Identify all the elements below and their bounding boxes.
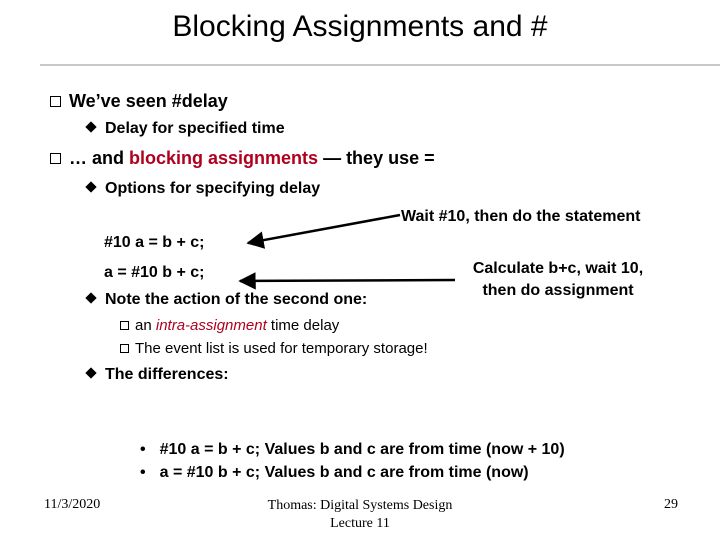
bullet-differences-text: The differences: [105, 366, 229, 383]
bullet-note [87, 291, 367, 309]
difference-item-1-text: #10 a = b + c; Values b and c are from time (now + 10) [159, 441, 565, 458]
difference-item-1 [140, 441, 565, 459]
diamond-bullet-icon [85, 292, 96, 303]
footer-date: 11/3/2020 [44, 497, 101, 512]
bullet-delay-for-text: Delay for specified time [105, 120, 285, 137]
dot-bullet-icon: • [140, 464, 146, 481]
code-line-delay-before: #10 a = b + c; [104, 234, 205, 251]
bullet-blocking-prefix: … and [69, 148, 130, 168]
intra-assignment-term: intra-assignment [155, 317, 267, 334]
bullet-options-text: Options for specifying delay [105, 180, 321, 197]
annotation-calculate-line1: Calculate b+c, wait 10, [472, 260, 644, 277]
bullet-intra-assignment [120, 317, 339, 334]
intra-suffix: time delay [266, 317, 340, 334]
bullet-seen-delay-text: We’ve seen #delay [69, 91, 228, 111]
footer-page-number: 29 [664, 497, 678, 512]
code-line-intra-delay: a = #10 b + c; [104, 264, 205, 281]
difference-item-2-text: a = #10 b + c; Values b and c are from time (now) [159, 464, 529, 481]
difference-item-2 [140, 464, 529, 482]
blocking-assignments-term: blocking assignments [129, 148, 319, 168]
intra-prefix: an [135, 317, 156, 334]
bullet-event-list [120, 340, 428, 357]
arrow-to-line2 [240, 280, 455, 281]
event-list-text: The event list is used for temporary storage! [135, 340, 428, 357]
annotation-calculate-line2: then do assignment [482, 282, 634, 299]
square-bullet-icon [120, 344, 129, 353]
footer-course-line2: Lecture 11 [330, 516, 390, 531]
footer-course-line1: Thomas: Digital Systems Design [267, 498, 453, 513]
annotation-wait: Wait #10, then do the statement [401, 208, 641, 225]
footer-course [240, 497, 480, 533]
bullet-note-text: Note the action of the second one: [105, 291, 368, 308]
dot-bullet-icon: • [140, 441, 146, 458]
bullet-blocking-suffix: — they use = [318, 148, 435, 168]
diamond-bullet-icon [85, 367, 96, 378]
bullet-differences [87, 366, 229, 384]
arrow-to-line1 [248, 215, 400, 243]
square-bullet-icon [120, 321, 129, 330]
slide-title: Blocking Assignments and # [172, 10, 548, 43]
